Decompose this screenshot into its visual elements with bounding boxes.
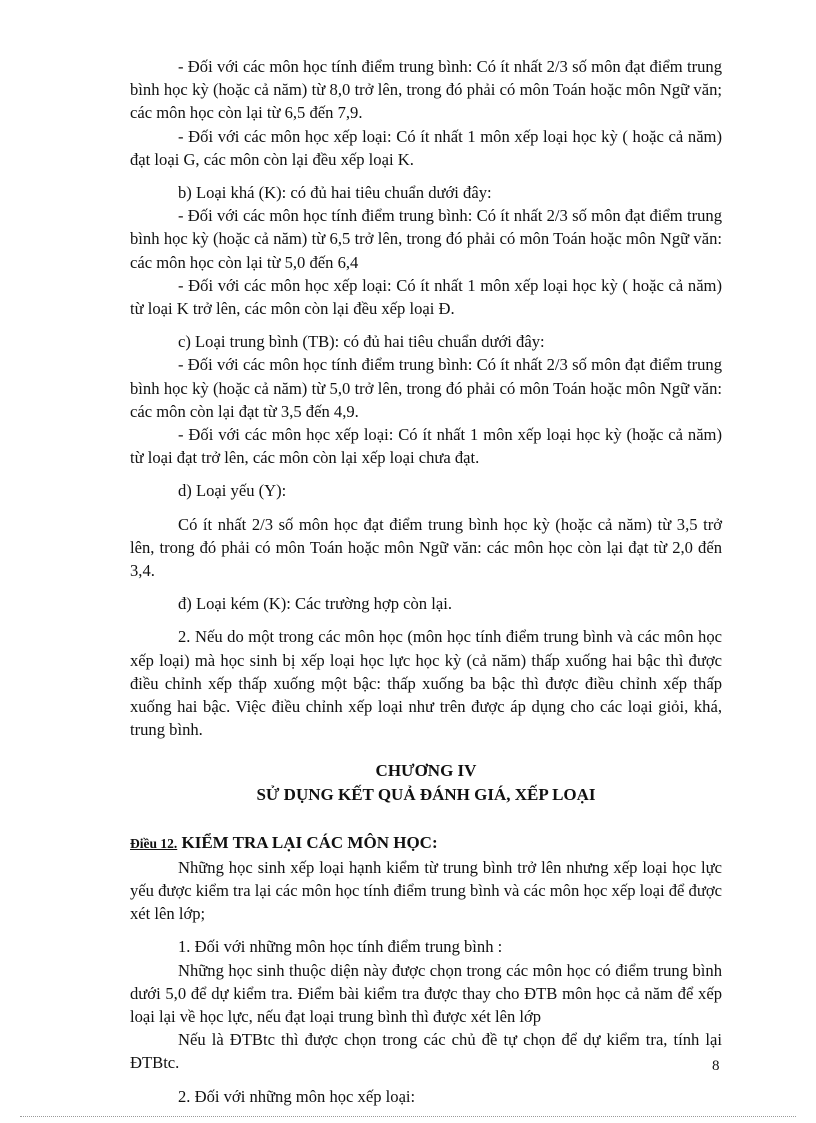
- paragraph: b) Loại khá (K): có đủ hai tiêu chuẩn dưới đây:: [178, 183, 492, 203]
- paragraph: đ) Loại kém (K): Các trường hợp còn lại.: [178, 594, 452, 614]
- paragraph: 1. Đối với những môn học tính điểm trung bình :: [178, 937, 503, 957]
- page-body: [130, 55, 722, 1108]
- paragraph: - Đối với các môn học xếp loại: Có ít nhất 1 môn xếp loại học kỳ ( hoặc cả năm) từ loại K trở lên, các môn còn lại đều xếp loại Đ.: [130, 275, 722, 319]
- footer-divider: [20, 1116, 796, 1117]
- paragraph: - Đối với các môn học xếp loại: Có ít nhất 1 môn xếp loại học kỳ (hoặc cả năm) từ loại đạt trở lên, các môn còn lại xếp loại chưa đạt.: [130, 425, 722, 468]
- paragraph: Những học sinh thuộc diện này được chọn trong các môn học có điểm trung bình dưới 5,0 để dự kiểm tra. Điểm bài kiểm tra được thay cho ĐTB môn học cả năm để xếp loại lại về học lực, nếu đạt loại trung bình thì được xét lên lớp: [130, 960, 722, 1026]
- paragraph: 2. Đối với những môn học xếp loại:: [178, 1086, 416, 1106]
- chapter-title: SỬ DỤNG KẾT QUẢ ĐÁNH GIÁ, XẾP LOẠI: [256, 785, 596, 805]
- paragraph: c) Loại trung bình (TB): có đủ hai tiêu chuẩn dưới đây:: [178, 332, 545, 352]
- chapter-number: CHƯƠNG IV: [375, 761, 477, 781]
- paragraph: - Đối với các môn học tính điểm trung bình: Có ít nhất 2/3 số môn đạt điểm trung bình học kỳ (hoặc cả năm) từ 8,0 trở lên, trong đó phải có môn Toán hoặc môn Ngữ văn; các môn học còn lại từ 6,5 đến 7,9.: [130, 57, 722, 123]
- paragraph: Những học sinh xếp loại hạnh kiểm từ trung bình trở lên nhưng xếp loại học lực yếu được kiểm tra lại các môn học tính điểm trung bình và các môn học xếp loại để được xét lên lớp;: [130, 857, 722, 924]
- paragraph: - Đối với các môn học tính điểm trung bình: Có ít nhất 2/3 số môn đạt điểm trung bình học kỳ (hoặc cả năm) từ 5,0 trở lên, trong đó phải có môn Toán hoặc môn Ngữ văn: các môn còn lại đạt từ 3,5 đến 4,9.: [130, 355, 722, 421]
- page-number: 8: [712, 1058, 720, 1074]
- paragraph: Có ít nhất 2/3 số môn học đạt điểm trung bình học kỳ (hoặc cả năm) từ 3,5 trở lên, trong đó phải có môn Toán hoặc môn Ngữ văn: các môn học còn lại đạt từ 2,0 đến 3,4.: [130, 514, 722, 581]
- paragraph: - Đối với các môn học xếp loại: Có ít nhất 1 môn xếp loại học kỳ ( hoặc cả năm) đạt loại G, các môn còn lại đều xếp loại K.: [130, 126, 722, 169]
- paragraph: Nếu là ĐTBtc thì được chọn trong các chủ đề tự chọn để dự kiểm tra, tính lại ĐTBtc.: [130, 1030, 722, 1073]
- paragraph: - Đối với các môn học tính điểm trung bình: Có ít nhất 2/3 số môn đạt điểm trung bình học kỳ (hoặc cả năm) từ 6,5 trở lên, trong đó phải có môn Toán hoặc môn Ngữ văn: các môn học còn lại từ 5,0 đến 6,4: [130, 206, 722, 272]
- paragraph: d) Loại yếu (Y):: [178, 481, 287, 501]
- chapter-heading: [130, 759, 722, 807]
- article-heading: [130, 831, 722, 855]
- paragraph: 2. Nếu do một trong các môn học (môn học tính điểm trung bình và các môn học xếp loại) mà học sinh bị xếp loại học lực học kỳ (cả năm) thấp xuống hai bậc thì được điều chỉnh xếp thấp xuống một bậc: thấp xuống ba bậc thì được điều chỉnh xếp thấp xuống hai bậc. Việc điều chỉnh xếp loại như trên được áp dụng cho các loại giỏi, khá, trung bình.: [130, 627, 722, 740]
- article-label: Điều 12.: [130, 836, 178, 852]
- article-title: KIỂM TRA LẠI CÁC MÔN HỌC:: [177, 833, 438, 853]
